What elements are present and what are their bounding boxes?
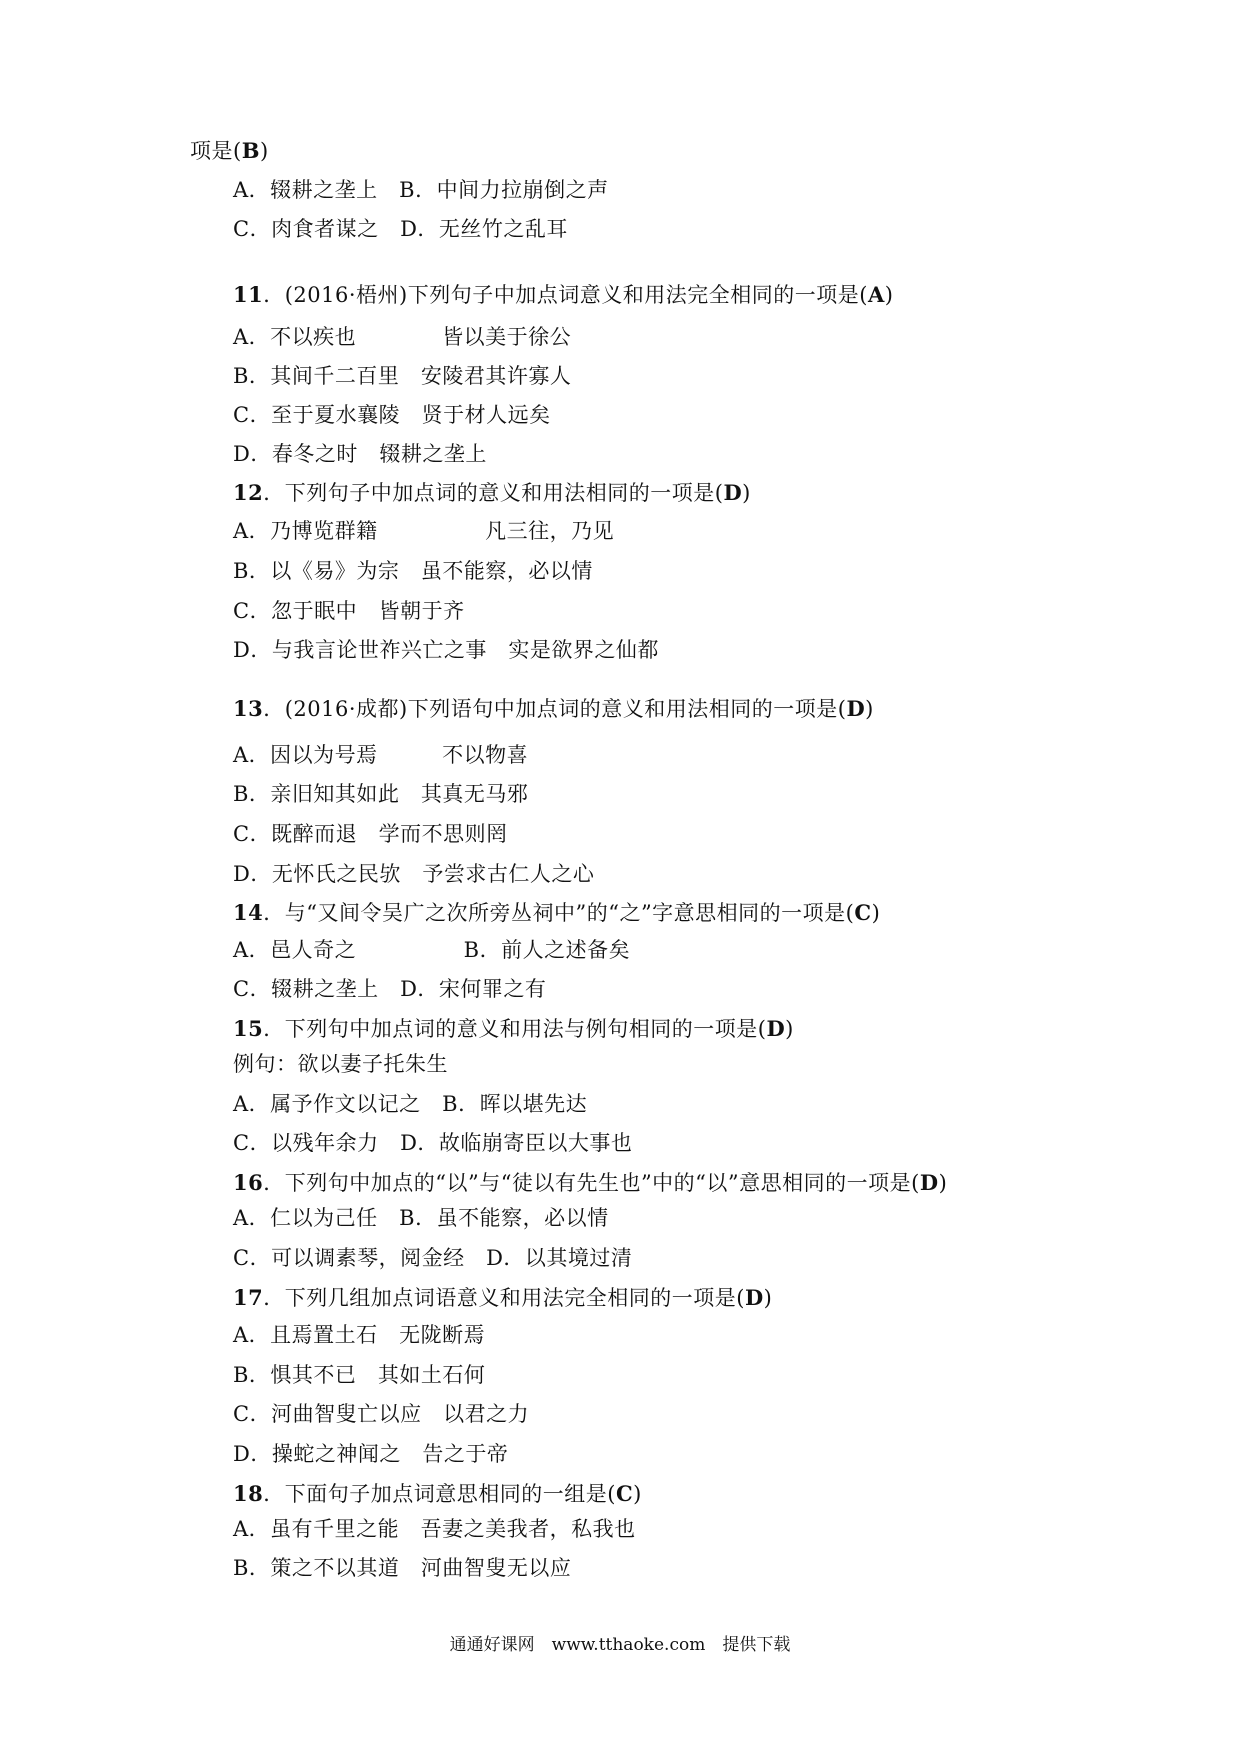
question-12	[233, 478, 751, 508]
question-text: ．下列句中加点词的意义和用法与例句相同的一项是(	[263, 1017, 767, 1041]
question-text: ．与“又间令吴广之次所旁丛祠中”的“之”字意思相同的一项是(	[263, 901, 855, 925]
answer-letter: D	[919, 1170, 939, 1195]
question-number: 14	[233, 900, 264, 925]
question-14	[233, 898, 880, 928]
question-number: 15	[233, 1016, 264, 1041]
line-end: )	[938, 1171, 948, 1195]
option-line: D．与我言论世祚兴亡之事 实是欲界之仙都	[233, 638, 659, 662]
option-line: C．以残年余力 D．故临崩寄臣以大事也	[233, 1131, 633, 1155]
option-line: B．亲旧知其如此 其真无马邪	[233, 782, 529, 806]
option-line: C．肉食者谋之 D．无丝竹之乱耳	[233, 217, 568, 241]
question-17	[233, 1283, 772, 1313]
option-line: A．仁以为己任 B．虽不能察，必以情	[233, 1206, 609, 1230]
option-line: D．操蛇之神闻之 告之于帝	[233, 1442, 509, 1466]
option-line: C．既醉而退 学而不思则罔	[233, 822, 508, 846]
question-number: 16	[233, 1170, 264, 1195]
line-end: )	[259, 139, 269, 163]
question-text: ．下列句中加点的“以”与“徒以有先生也”中的“以”意思相同的一项是(	[263, 1171, 920, 1195]
answer-letter: C	[615, 1481, 634, 1506]
line-end: )	[633, 1482, 642, 1506]
question-text: ．(2016·成都)下列语句中加点词的意义和用法相同的一项是(	[263, 697, 847, 721]
question-number: 12	[233, 480, 264, 505]
page-footer: 通通好课网 www.tthaoke.com 提供下载	[449, 1635, 791, 1655]
option-line: B．其间千二百里 安陵君其许寡人	[233, 364, 572, 388]
option-line: B．策之不以其道 河曲智叟无以应	[233, 1556, 572, 1580]
question-text: ．下列句子中加点词的意义和用法相同的一项是(	[263, 481, 724, 505]
question-11	[233, 280, 893, 310]
question-number: 17	[233, 1285, 264, 1310]
option-line: C．辍耕之垄上 D．宋何罪之有	[233, 977, 547, 1001]
option-line: B．以《易》为宗 虽不能察，必以情	[233, 559, 593, 583]
line-end: )	[884, 283, 894, 307]
option-line: A．不以疾也 皆以美于徐公	[233, 325, 572, 349]
option-line: A．乃博览群籍 凡三往，乃见	[233, 519, 615, 543]
question-number: 13	[233, 696, 264, 721]
line-end: )	[763, 1286, 773, 1310]
question-number: 18	[233, 1481, 264, 1506]
option-line: A．邑人奇之 B．前人之述备矣	[233, 938, 631, 962]
line-continuation	[190, 136, 269, 166]
option-line: A．且焉置土石 无陇断焉	[233, 1323, 486, 1347]
option-line: D．无怀氏之民欤 予尝求古仁人之心	[233, 862, 595, 886]
option-line: B．惧其不已 其如土石何	[233, 1363, 486, 1387]
answer-letter: D	[744, 1285, 764, 1310]
option-line: A．因以为号焉 不以物喜	[233, 743, 529, 767]
answer-letter: D	[723, 480, 743, 505]
question-16	[233, 1168, 947, 1198]
line-end: )	[865, 697, 874, 721]
question-13	[233, 694, 874, 724]
question-text: ．(2016·梧州)下列句子中加点词意义和用法完全相同的一项是(	[263, 283, 868, 307]
line-end: )	[785, 1017, 794, 1041]
question-text: ．下面句子加点词意思相同的一组是(	[263, 1482, 616, 1506]
option-line: A．属予作文以记之 B．晖以堪先达	[233, 1092, 588, 1116]
option-line: C．至于夏水襄陵 贤于材人远矣	[233, 403, 551, 427]
option-line: A．虽有千里之能 吾妻之美我者，私我也	[233, 1517, 636, 1541]
option-line: D．春冬之时 辍耕之垄上	[233, 442, 487, 466]
example-line: 例句：欲以妻子托朱生	[233, 1052, 448, 1076]
question-number: 11	[233, 282, 264, 307]
line-end: )	[871, 901, 881, 925]
answer-letter: D	[766, 1016, 786, 1041]
line-text: 项是(	[190, 139, 242, 163]
option-line: C．忽于眠中 皆朝于齐	[233, 599, 465, 623]
question-text: ．下列几组加点词语意义和用法完全相同的一项是(	[263, 1286, 745, 1310]
answer-letter: A	[867, 282, 885, 307]
question-18	[233, 1479, 642, 1509]
line-end: )	[742, 481, 751, 505]
option-line: C．可以调素琴，阅金经 D．以其境过清	[233, 1246, 633, 1270]
option-line: C．河曲智叟亡以应 以君之力	[233, 1402, 530, 1426]
question-15	[233, 1014, 794, 1044]
answer-letter: B	[241, 138, 260, 163]
option-line: A．辍耕之垄上 B．中间力拉崩倒之声	[233, 178, 609, 202]
answer-letter: D	[846, 696, 866, 721]
answer-letter: C	[854, 900, 872, 925]
